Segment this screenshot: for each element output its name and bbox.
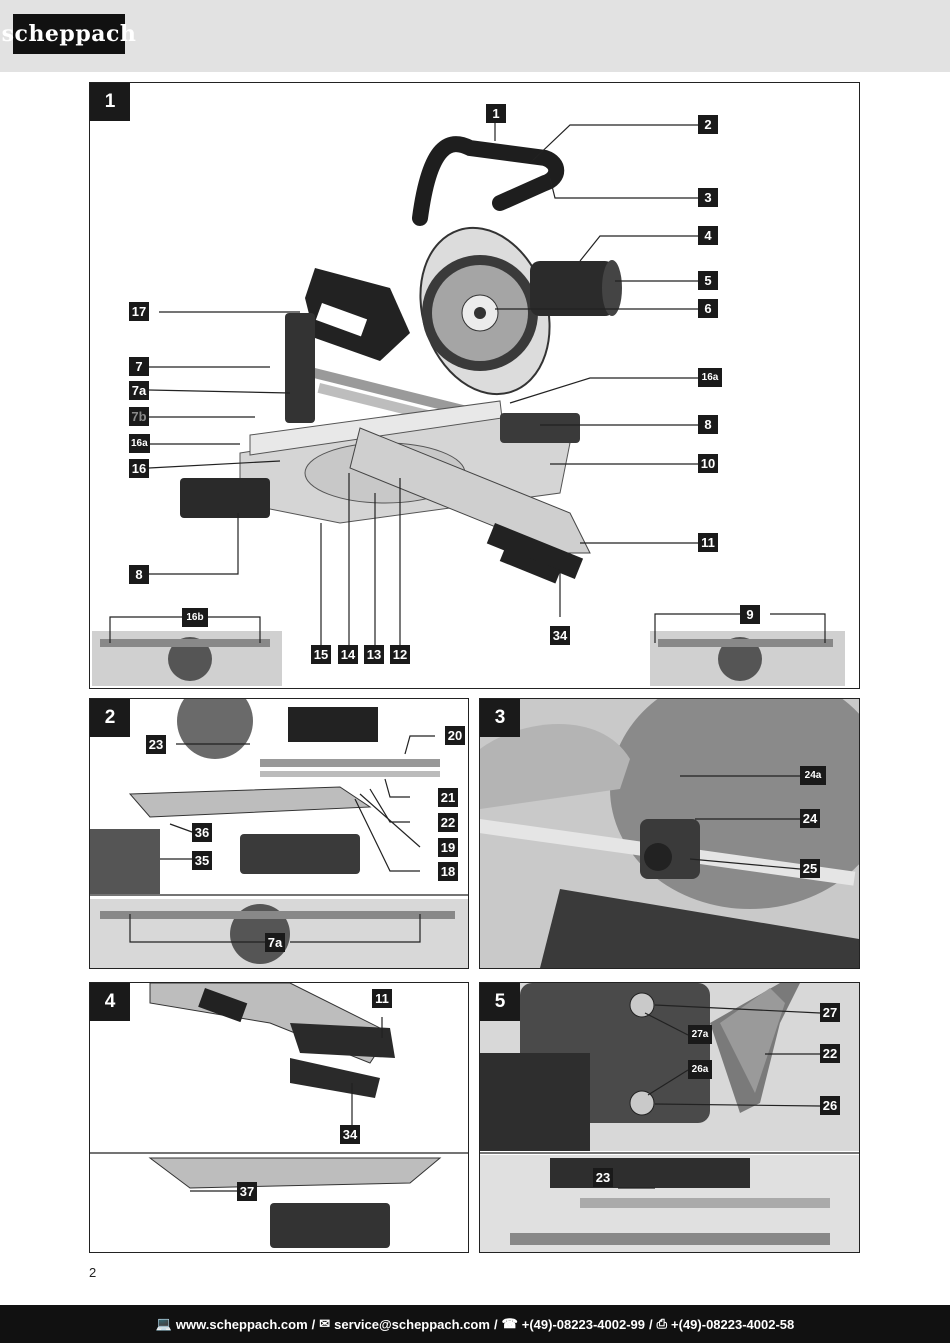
callout-label: 18: [438, 862, 458, 881]
fax-icon: ⎙: [656, 1316, 668, 1331]
callout-label: 24: [800, 809, 820, 828]
callout-label: 37: [237, 1182, 257, 1201]
footer-phone[interactable]: +(49)-08223-4002-99: [521, 1316, 645, 1332]
callout-label: 23: [593, 1168, 613, 1187]
callout-label: 27a: [688, 1025, 712, 1044]
callout-label: 13: [364, 645, 384, 664]
figure-5-panel: [479, 982, 860, 1253]
envelope-icon: ✉: [319, 1316, 331, 1331]
callout-label: 22: [820, 1044, 840, 1063]
callout-label: 6: [698, 299, 718, 318]
callout-label: 7a: [265, 933, 285, 952]
callout-label: 35: [192, 851, 212, 870]
callout-label: 24a: [800, 766, 826, 785]
callout-label: 3: [698, 188, 718, 207]
scheppach-logo: scheppach: [13, 14, 125, 54]
figure-number: 3: [480, 699, 520, 737]
callout-label: 17: [129, 302, 149, 321]
callout-label: 15: [311, 645, 331, 664]
telephone-icon: ☎: [501, 1316, 518, 1331]
leader-lines: [90, 83, 859, 688]
figure-4-panel: [89, 982, 469, 1253]
callout-label: 2: [698, 115, 718, 134]
page-footer: [0, 1305, 950, 1343]
footer-fax: +(49)-08223-4002-58: [671, 1316, 795, 1332]
callout-label: 12: [390, 645, 410, 664]
callout-label: 7: [129, 357, 149, 376]
callout-label: 19: [438, 838, 458, 857]
callout-label: 7a: [129, 381, 149, 400]
callout-label: 11: [698, 533, 718, 552]
callout-label: 16a: [129, 434, 150, 453]
callout-label: 10: [698, 454, 718, 473]
callout-label: 34: [340, 1125, 360, 1144]
callout-label: 16: [129, 459, 149, 478]
callout-label: 7b: [129, 407, 149, 426]
footer-website-link[interactable]: www.scheppach.com: [175, 1316, 308, 1332]
callout-label: 5: [698, 271, 718, 290]
callout-label: 14: [338, 645, 358, 664]
callout-label: 16b: [182, 608, 208, 627]
figure-number: 5: [480, 983, 520, 1021]
callout-label: 1: [486, 104, 506, 123]
callout-label: 23: [146, 735, 166, 754]
figure-number: 2: [90, 699, 130, 737]
footer-separator: /: [311, 1316, 316, 1332]
callout-label: 26: [820, 1096, 840, 1115]
figure-number: 1: [90, 83, 130, 121]
callout-label: 25: [800, 859, 820, 878]
leader-lines: [90, 983, 468, 1252]
footer-separator: /: [649, 1316, 653, 1332]
callout-label: 4: [698, 226, 718, 245]
callout-label: 26a: [688, 1060, 712, 1079]
callout-label: 27: [820, 1003, 840, 1022]
page-header: [0, 0, 950, 72]
footer-email-link[interactable]: service@scheppach.com: [334, 1316, 490, 1332]
callout-label: 21: [438, 788, 458, 807]
callout-label: 20: [445, 726, 465, 745]
footer-separator: /: [493, 1316, 498, 1332]
figure-3-panel: [479, 698, 860, 969]
figure-number: 4: [90, 983, 130, 1021]
callout-label: 8: [698, 415, 718, 434]
callout-label: 11: [372, 989, 392, 1008]
leader-lines: [480, 699, 859, 968]
page-number: 2: [89, 1265, 97, 1280]
callout-label: 9: [740, 605, 760, 624]
leader-lines: [480, 983, 859, 1252]
figure-2-panel: [89, 698, 469, 969]
figure-1-panel: [89, 82, 860, 689]
callout-label: 8: [129, 565, 149, 584]
computer-icon: 💻: [155, 1316, 172, 1331]
callout-label: 36: [192, 823, 212, 842]
callout-label: 22: [438, 813, 458, 832]
callout-label: 34: [550, 626, 570, 645]
callout-label: 16a: [698, 368, 722, 387]
